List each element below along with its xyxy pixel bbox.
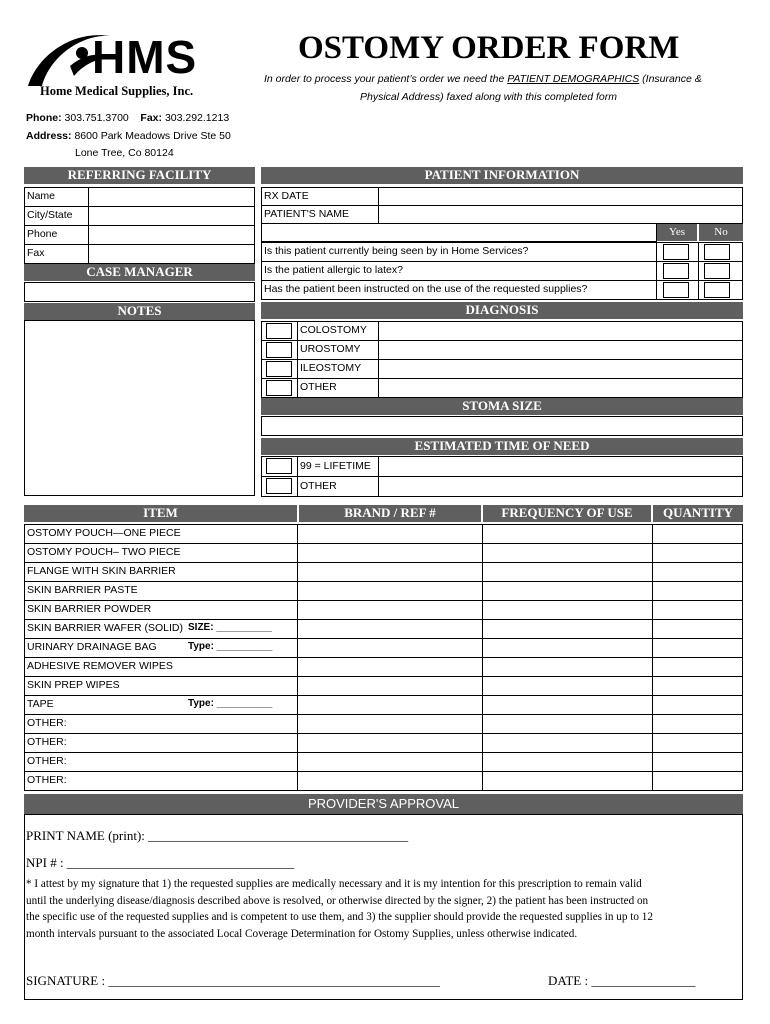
quantity-cell[interactable]: [652, 562, 743, 582]
attestation-line: * I attest by my signature that 1) the requested supplies are medically necessary and it is my intention for this prescription to remain valid: [26, 878, 642, 890]
frequency-cell[interactable]: [482, 733, 653, 753]
frequency-cell[interactable]: [482, 562, 653, 582]
item-extra-label[interactable]: Type: __________: [188, 698, 273, 709]
quantity-cell[interactable]: [652, 600, 743, 620]
frequency-cell[interactable]: [482, 657, 653, 677]
item-name-cell: OSTOMY POUCH—ONE PIECE: [24, 524, 298, 544]
brand-ref-cell[interactable]: [297, 676, 483, 696]
case-manager-field[interactable]: [24, 282, 255, 302]
frequency-cell[interactable]: [482, 771, 653, 791]
diagnosis-header: DIAGNOSIS: [261, 302, 743, 319]
brand-ref-cell[interactable]: [297, 562, 483, 582]
no-checkbox[interactable]: [704, 263, 730, 279]
item-name-cell: SKIN PREP WIPES: [24, 676, 298, 696]
instruction-underlined: PATIENT DEMOGRAPHICS: [507, 73, 640, 85]
brand-ref-cell[interactable]: [297, 524, 483, 544]
referring-label-fax: Fax: [24, 244, 89, 264]
diagnosis-option-label: UROSTOMY: [297, 340, 379, 360]
brand-ref-cell[interactable]: [297, 695, 483, 715]
attestation-line: month intervals pursuant to the associated Local Coverage Determination for Ostomy Supplies, unless otherwise indicated.: [26, 927, 578, 940]
diagnosis-option-label: COLOSTOMY: [297, 321, 379, 341]
address-line-1: 8600 Park Meadows Drive Ste 50: [74, 130, 231, 142]
print-name-line[interactable]: PRINT NAME (print): ________________________________________: [26, 828, 409, 843]
company-logo: [24, 24, 234, 99]
frequency-cell[interactable]: [482, 752, 653, 772]
company-name: Home Medical Supplies, Inc.: [40, 84, 194, 98]
attestation-line: the specific use of the requested supplies and is competent to use them, and 3) the supplier should provide the requested supplies in up to 12: [26, 911, 653, 923]
frequency-cell[interactable]: [482, 581, 653, 601]
notes-field[interactable]: [24, 320, 255, 496]
patient-question: Has the patient been instructed on the use of the requested supplies?: [261, 280, 657, 300]
instruction-text-2: (Insurance &: [642, 73, 702, 85]
address-line-2: Lone Tree, Co 80124: [75, 147, 174, 159]
need-checkbox[interactable]: [266, 458, 292, 474]
diagnosis-checkbox[interactable]: [266, 361, 292, 377]
diagnosis-option-field[interactable]: [378, 378, 743, 398]
item-name-cell: ADHESIVE REMOVER WIPES: [24, 657, 298, 677]
stoma-size-field[interactable]: [261, 416, 743, 436]
diagnosis-checkbox[interactable]: [266, 323, 292, 339]
frequency-cell[interactable]: [482, 714, 653, 734]
stoma-size-header: STOMA SIZE: [261, 398, 743, 415]
no-checkbox[interactable]: [704, 244, 730, 260]
no-header: No: [699, 224, 743, 241]
brand-ref-cell[interactable]: [297, 657, 483, 677]
logo-text: HMS: [92, 31, 198, 83]
item-name-cell: OTHER:: [24, 714, 298, 734]
diagnosis-checkbox[interactable]: [266, 380, 292, 396]
case-manager-header: CASE MANAGER: [24, 264, 255, 281]
frequency-cell[interactable]: [482, 600, 653, 620]
need-option-label: OTHER: [297, 476, 379, 497]
phone-label: Phone:: [26, 112, 62, 124]
referring-facility-header: REFERRING FACILITY: [24, 167, 255, 184]
item-name-cell: SKIN BARRIER PASTE: [24, 581, 298, 601]
frequency-cell[interactable]: [482, 619, 653, 639]
brand-ref-cell[interactable]: [297, 543, 483, 563]
item-name-cell: FLANGE WITH SKIN BARRIER: [24, 562, 298, 582]
yes-checkbox[interactable]: [663, 263, 689, 279]
referring-field-city-state[interactable]: [88, 206, 255, 226]
quantity-cell[interactable]: [652, 524, 743, 544]
need-option-field[interactable]: [378, 456, 743, 477]
brand-ref-cell[interactable]: [297, 581, 483, 601]
item-name-cell: SKIN BARRIER POWDER: [24, 600, 298, 620]
brand-ref-cell[interactable]: [297, 771, 483, 791]
quantity-cell[interactable]: [652, 543, 743, 563]
notes-header: NOTES: [24, 303, 255, 320]
brand-ref-cell[interactable]: [297, 752, 483, 772]
yes-checkbox[interactable]: [663, 244, 689, 260]
rx-date-label: RX DATE: [261, 187, 379, 206]
referring-field-phone[interactable]: [88, 225, 255, 245]
quantity-column-header: QUANTITY: [653, 505, 743, 522]
brand-column-header: BRAND / REF #: [299, 505, 481, 522]
form-title: OSTOMY ORDER FORM: [298, 30, 680, 66]
item-column-header: ITEM: [24, 505, 297, 522]
referring-label-name: Name: [24, 187, 89, 207]
referring-label-city-state: City/State: [24, 206, 89, 226]
npi-line[interactable]: NPI # : ___________________________________: [26, 855, 295, 870]
referring-field-name[interactable]: [88, 187, 255, 207]
item-name-cell: OTHER:: [24, 733, 298, 753]
no-checkbox[interactable]: [704, 282, 730, 298]
frequency-cell[interactable]: [482, 524, 653, 544]
quantity-cell[interactable]: [652, 638, 743, 658]
brand-ref-cell[interactable]: [297, 619, 483, 639]
rx-date-field[interactable]: [378, 187, 743, 206]
item-name-cell: URINARY DRAINAGE BAG: [24, 638, 298, 658]
time-of-need-header: ESTIMATED TIME OF NEED: [261, 438, 743, 455]
date-line[interactable]: DATE : ________________: [548, 973, 696, 988]
yes-no-spacer: [261, 223, 657, 242]
patient-name-label: PATIENT'S NAME: [261, 205, 379, 224]
quantity-cell[interactable]: [652, 771, 743, 791]
signature-line[interactable]: SIGNATURE : ___________________________________________________: [26, 973, 440, 988]
frequency-cell[interactable]: [482, 676, 653, 696]
fax-label: Fax:: [140, 112, 163, 124]
diagnosis-option-label: OTHER: [297, 378, 379, 398]
item-name-cell: OTHER:: [24, 752, 298, 772]
brand-ref-cell[interactable]: [297, 714, 483, 734]
item-name-cell: OSTOMY POUCH– TWO PIECE: [24, 543, 298, 563]
quantity-cell[interactable]: [652, 733, 743, 753]
diagnosis-option-field[interactable]: [378, 340, 743, 360]
brand-ref-cell[interactable]: [297, 638, 483, 658]
item-name-cell: SKIN BARRIER WAFER (SOLID): [24, 619, 298, 639]
yes-checkbox[interactable]: [663, 282, 689, 298]
quantity-cell[interactable]: [652, 714, 743, 734]
quantity-cell[interactable]: [652, 581, 743, 601]
referring-label-phone: Phone: [24, 225, 89, 245]
instruction-line-1: [264, 73, 702, 85]
frequency-cell[interactable]: [482, 543, 653, 563]
need-checkbox[interactable]: [266, 478, 292, 494]
frequency-cell[interactable]: [482, 638, 653, 658]
fax-value: 303.292.1213: [164, 112, 230, 124]
quantity-cell[interactable]: [652, 695, 743, 715]
attestation-line: until the underlying disease/diagnosis described above is resolved, or otherwise directed by the signer, 2) the patient has been instructed on: [26, 894, 649, 907]
instruction-line-2: Physical Address) faxed along with this completed form: [360, 91, 617, 103]
item-name-cell: TAPE: [24, 695, 298, 715]
brand-ref-cell[interactable]: [297, 733, 483, 753]
patient-name-field[interactable]: [378, 205, 743, 224]
provider-approval-header: PROVIDER'S APPROVAL: [24, 794, 743, 814]
frequency-column-header: FREQUENCY OF USE: [483, 505, 651, 522]
referring-field-fax[interactable]: [88, 244, 255, 264]
contact-line: [26, 112, 229, 124]
patient-information-header: PATIENT INFORMATION: [261, 167, 743, 184]
address-line: [26, 130, 231, 142]
quantity-cell[interactable]: [652, 752, 743, 772]
quantity-cell[interactable]: [652, 619, 743, 639]
brand-ref-cell[interactable]: [297, 600, 483, 620]
patient-question: Is the patient allergic to latex?: [261, 261, 657, 281]
diagnosis-option-label: ILEOSTOMY: [297, 359, 379, 379]
need-option-label: 99 = LIFETIME: [297, 456, 379, 477]
instruction-text: In order to process your patient’s order we need the: [264, 73, 505, 85]
item-name-cell: OTHER:: [24, 771, 298, 791]
diagnosis-checkbox[interactable]: [266, 342, 292, 358]
diagnosis-option-field[interactable]: [378, 359, 743, 379]
phone-value: 303.751.3700: [64, 112, 129, 124]
quantity-cell[interactable]: [652, 657, 743, 677]
patient-question: Is this patient currently being seen by in Home Services?: [261, 242, 657, 262]
frequency-cell[interactable]: [482, 695, 653, 715]
diagnosis-option-field[interactable]: [378, 321, 743, 341]
address-label: Address:: [26, 130, 72, 142]
item-extra-label[interactable]: SIZE: __________: [188, 622, 272, 633]
item-extra-label[interactable]: Type: __________: [188, 641, 273, 652]
quantity-cell[interactable]: [652, 676, 743, 696]
yes-header: Yes: [657, 224, 697, 241]
need-option-field[interactable]: [378, 476, 743, 497]
